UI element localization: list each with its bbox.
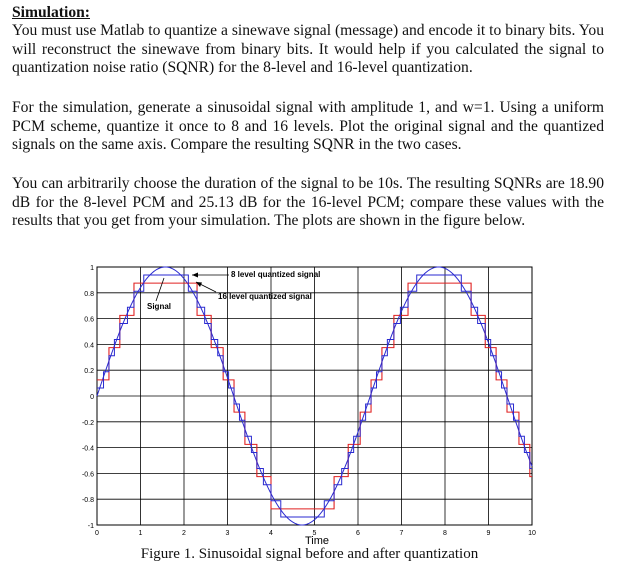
x-tick-label: 2 — [182, 530, 186, 537]
y-tick-label: 1 — [90, 265, 94, 272]
y-tick-label: 0.6 — [84, 316, 94, 324]
x-tick-label: 9 — [486, 530, 491, 537]
quantization-chart — [81, 262, 544, 547]
y-tick-label: -0.8 — [81, 497, 94, 505]
x-tick-label: 1 — [138, 530, 143, 537]
annotation-arrow — [156, 278, 164, 301]
x-tick-label: 4 — [269, 530, 273, 537]
y-tick-label: -1 — [87, 523, 94, 530]
arrow-head — [192, 273, 198, 278]
annotation-signal: Signal — [147, 302, 172, 311]
x-tick-label: 5 — [312, 530, 317, 537]
paragraph-expected-results: You can arbitrarily choose the duration of the signal to be 10s. The resulting SQNRs are 18.90 dB for the 8-level PCM and 25.13 dB for the 16-level PCM; compare these values with the results that you get from your simulation. The plots are shown in the figure below. — [12, 175, 604, 230]
paragraph-simulation-setup: For the simulation, generate a sinusoidal signal with amplitude 1, and w=1. Using a uniform PCM scheme, quantize it once to 8 and 16 levels. Plot the original signal and the quantized signals on the same axis. Compare the resulting SQNR in the two cases. — [12, 99, 604, 154]
y-tick-label: 0.2 — [84, 368, 94, 376]
x-tick-label: 3 — [225, 530, 230, 537]
x-tick-label: 6 — [356, 530, 360, 537]
x-tick-label: 7 — [399, 530, 404, 537]
y-tick-label: -0.2 — [81, 419, 94, 427]
annotation-16-level: 16 level quantized signal — [218, 292, 312, 301]
paragraph-intro: You must use Matlab to quantize a sinewave signal (message) and encode it to binary bits. You will reconstruct the sinewave from binary bits. It would help if you calculated the signal to quantization noise ratio (SQNR) for the 8-level and 16-level quantization. — [12, 22, 604, 77]
x-tick-label: 10 — [528, 530, 536, 537]
y-tick-label: 0.8 — [84, 290, 94, 298]
y-tick-label: 0.4 — [84, 342, 94, 350]
y-tick-label: 0 — [90, 394, 94, 401]
section-heading: Simulation: — [12, 4, 90, 21]
y-tick-label: -0.6 — [81, 471, 94, 479]
y-axis-ticks — [82, 265, 94, 530]
x-axis-label: Time — [304, 535, 330, 547]
annotation-8-level: 8 level quantized signal — [231, 270, 321, 279]
chart-annotations — [147, 270, 320, 311]
figure-caption: Figure 1. Sinusoidal signal before and after quantization — [140, 546, 479, 562]
x-tick-label: 8 — [443, 530, 447, 537]
y-tick-label: -0.4 — [81, 445, 94, 453]
x-tick-label: 0 — [95, 530, 99, 537]
